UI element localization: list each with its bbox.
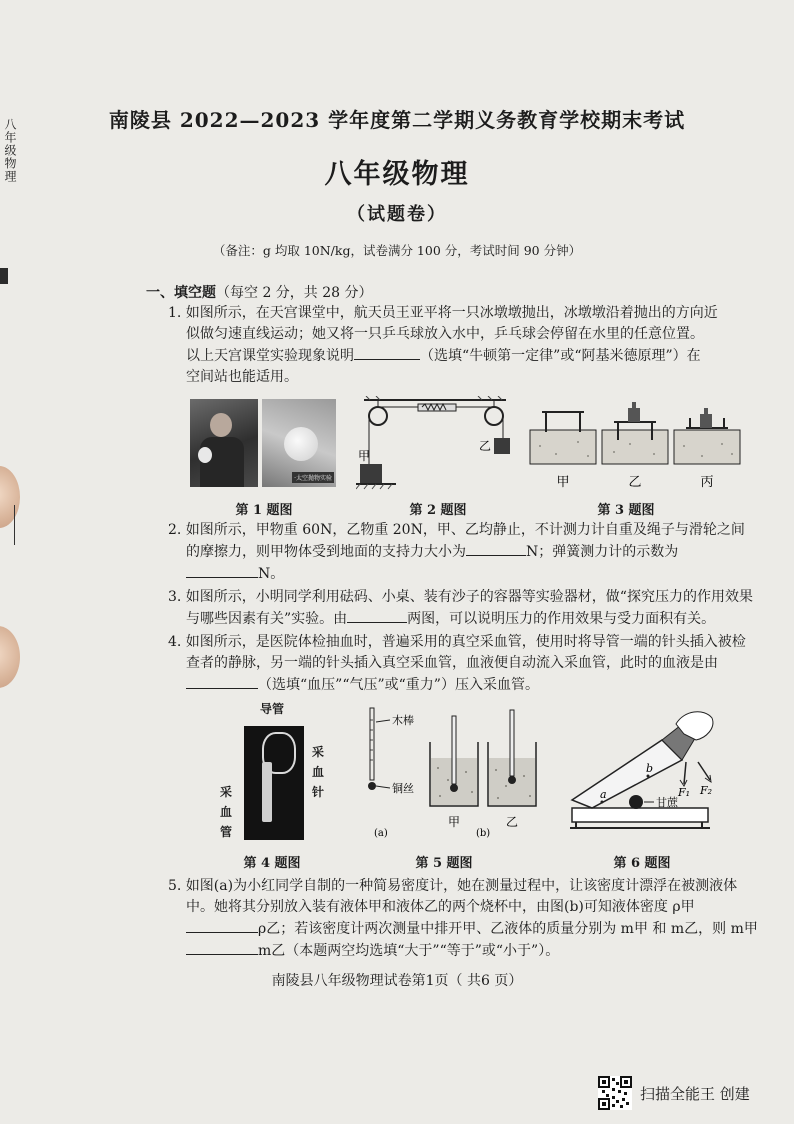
label-f2: F₂ — [700, 784, 713, 797]
figure-4-caption: 第 4 题图 — [243, 856, 301, 871]
label-jia: 甲 — [357, 449, 370, 463]
sand-box-yi — [602, 430, 668, 464]
q3-line2: 与哪些因素有关”实验。由 两图，可以说明压力的作用效果与受力面积有关。 — [168, 608, 762, 630]
paper-type: （试题卷） — [347, 204, 447, 225]
figure-6-caption: 第 6 题图 — [613, 856, 671, 871]
section-heading — [146, 282, 373, 302]
q4-line2: 查者的静脉，另一端的针头插入真空采血管，血液便自动流入采血管，此时的血液是由 — [186, 655, 718, 671]
label-b: b — [646, 762, 654, 775]
q2-line2: 的摩擦力，则甲物体受到地面的支持力大小为 N；弹簧测力计的示数为 — [168, 541, 762, 563]
figure-2-caption: 第 2 题图 — [409, 503, 467, 518]
ice-mascot — [198, 447, 212, 463]
q4-line3: （选填“血压”“气压”或“重力”）压入采血管。 — [168, 674, 762, 696]
label-a: a — [600, 788, 607, 801]
left-pulley — [369, 407, 387, 425]
q1-answer-blank[interactable] — [354, 345, 420, 360]
photo-pingpong — [262, 399, 336, 487]
q2-answer-blank-2[interactable] — [186, 563, 258, 578]
figure-4 — [214, 704, 334, 844]
exam-title: 南陵县 2022—2023 学年度第二学期义务教育学校期末考试 — [108, 108, 686, 132]
question-5 — [168, 876, 762, 962]
force-f1 — [684, 762, 686, 784]
force-f2 — [698, 762, 710, 780]
astronaut-head — [210, 413, 232, 437]
label-jia: 甲 — [447, 815, 461, 829]
blood-tube — [262, 762, 272, 822]
q1-line4: 空间站也能适用。 — [186, 369, 298, 385]
block-jia — [360, 464, 382, 484]
weight-in-jia — [450, 784, 458, 792]
stick-in-yi — [510, 710, 514, 776]
exam-subtitle: 八年级物理 — [324, 159, 470, 190]
figure-1 — [190, 399, 336, 489]
page-footer: 南陵县八年级物理试卷第1页（ 共6 页） — [271, 973, 523, 989]
figure-3 — [526, 396, 746, 492]
q5-line4: m乙（本题两空均选填“大于”“等于”或“小于”）。 — [168, 940, 762, 962]
label-tube: 导管 — [260, 702, 285, 716]
label-yi: 乙 — [505, 815, 519, 829]
label-a: (a) — [374, 828, 388, 839]
label-cane: 甘蔗 — [656, 796, 678, 809]
side-label: 八年级物理 — [3, 118, 17, 183]
stick-in-jia — [452, 716, 456, 784]
question-1 — [168, 303, 762, 388]
margin-rule — [14, 505, 15, 545]
question-3 — [168, 587, 762, 630]
exam-note: （备注：g 均取 10N/kg，试卷满分 100 分，考试时间 90 分钟） — [212, 243, 582, 258]
sand-box-bing — [674, 430, 740, 464]
weight-bing — [700, 414, 712, 428]
block-yi — [494, 438, 510, 454]
section-desc: （每空 2 分，共 28 分） — [216, 285, 373, 301]
thumb-shadow-top — [0, 466, 20, 528]
label-stick: 木棒 — [392, 714, 414, 727]
figure-6 — [566, 704, 716, 844]
weight-yi — [628, 408, 640, 422]
figure-2 — [356, 396, 516, 490]
sand-box-jia — [530, 430, 596, 464]
pointer-stick — [376, 720, 390, 722]
label-jia: 甲 — [556, 475, 570, 490]
photo-caption: ·太空抛物实验 — [292, 472, 334, 483]
q3-answer-blank[interactable] — [347, 608, 407, 623]
photo-blood-kit — [244, 726, 304, 840]
binding-mark — [0, 268, 8, 284]
q5-line2: 中。她将其分别放入装有液体甲和液体乙的两个烧杯中，由图(b)可知液体密度 ρ甲 — [186, 899, 695, 915]
q5-answer-blank-1[interactable] — [186, 918, 258, 933]
label-f1: F₁ — [678, 786, 691, 799]
label-needle: 采血针 — [312, 745, 325, 799]
label-yi: 乙 — [478, 439, 491, 453]
table-jia — [542, 412, 584, 432]
question-4 — [168, 632, 762, 696]
right-pulley — [485, 407, 503, 425]
weight-yi-knob — [632, 402, 636, 408]
label-b: (b) — [476, 828, 491, 839]
label-bing: 丙 — [700, 475, 714, 490]
figure-3-caption: 第 3 题图 — [597, 503, 655, 518]
label-wire: 铜丝 — [392, 782, 414, 795]
q3-line1: 3. 如图所示，小明同学利用砝码、小桌、装有沙子的容器等实验器材，做“探究压力的作用效果 — [168, 589, 753, 605]
q1-line1: 1. 如图所示，在天宫课堂中，航天员王亚平将一只冰墩墩抛出，冰墩墩沿着抛出的方向近 — [168, 305, 718, 321]
section-title: 一、填空题 — [146, 285, 216, 301]
sugarcane — [629, 795, 643, 809]
pointer-wire — [376, 786, 390, 788]
q4-line1: 4. 如图所示，是医院体检抽血时，普遍采用的真空采血管，使用时将导管一端的针头插入被检 — [168, 634, 746, 650]
weight-in-yi — [508, 776, 516, 784]
photo-astronaut — [190, 399, 258, 487]
q4-answer-blank[interactable] — [186, 674, 258, 689]
q5-line3: ρ乙；若该密度计两次测量中排开甲、乙液体的质量分别为 m甲 和 m乙，则 m甲 — [168, 918, 762, 940]
figure-5-caption: 第 5 题图 — [415, 856, 473, 871]
q2-answer-blank-1[interactable] — [466, 541, 526, 556]
figure-1-caption: 第 1 题图 — [235, 503, 293, 518]
label-yi: 乙 — [628, 475, 642, 490]
densimeter-stick — [370, 708, 374, 780]
q1-line2: 似做匀速直线运动；她又将一只乒乓球放入水中，乒乓球会停留在水里的任意位置。 — [186, 326, 704, 342]
label-blood-tube: 采血管 — [220, 785, 233, 839]
q1-line3: 以上天宫课堂实验现象说明 （选填“牛顿第一定律”或“阿基米德原理”）在 — [168, 345, 762, 367]
copper-wire-weight — [368, 782, 376, 790]
q5-line1: 5. 如图(a)为小红同学自制的一种简易密度计，她在测量过程中，让该密度计漂浮在被测液体 — [168, 878, 738, 894]
q2-line3: N。 — [168, 563, 762, 585]
question-2 — [168, 520, 762, 585]
scanner-watermark: 扫描全能王 创建 — [640, 1085, 750, 1103]
thumb-shadow-bottom — [0, 626, 20, 688]
q5-answer-blank-2[interactable] — [186, 940, 258, 955]
cutting-base — [572, 808, 708, 822]
water-ball — [284, 427, 318, 461]
weight-bing-knob — [704, 408, 708, 414]
qr-code-icon — [598, 1076, 632, 1110]
q2-line1: 2. 如图所示，甲物重 60N，乙物重 20N，甲、乙均静止，不计测力计自重及绳子与滑轮之间 — [168, 522, 745, 538]
figure-5 — [364, 706, 564, 846]
